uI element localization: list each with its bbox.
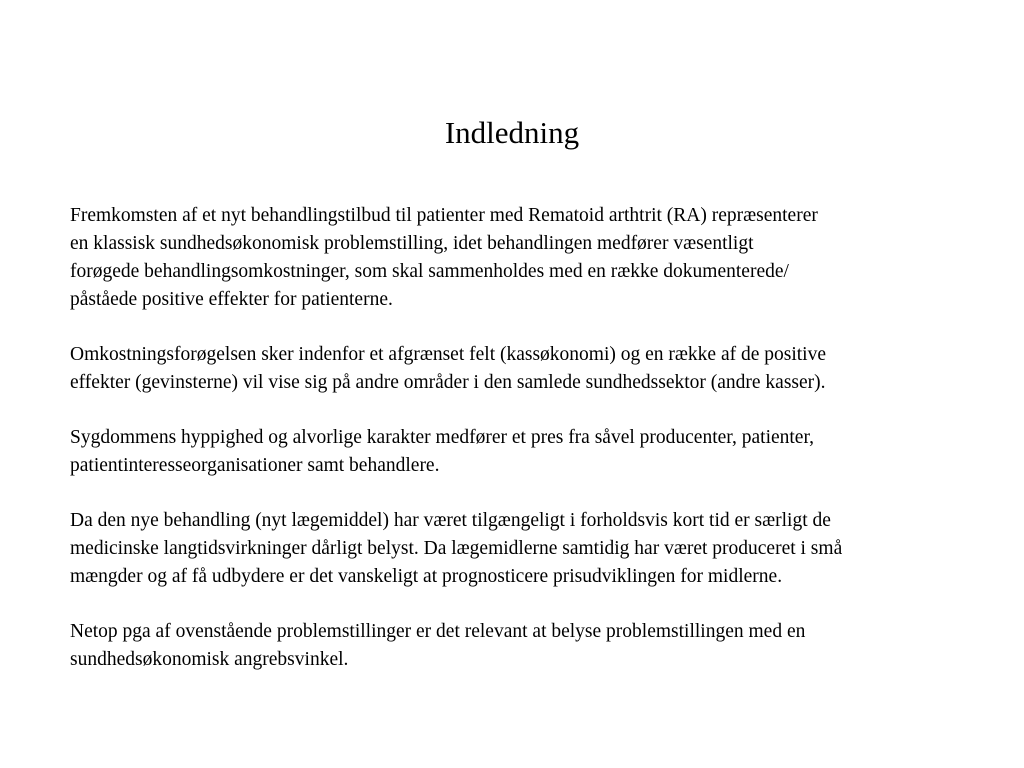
paragraph-line: en klassisk sundhedsøkonomisk problemstilling, idet behandlingen medfører væsentligt bbox=[70, 233, 754, 254]
slide-title: Indledning bbox=[444, 115, 580, 150]
paragraph-long-term-effects bbox=[70, 507, 1000, 591]
paragraph-cost-increase bbox=[70, 341, 1000, 397]
paragraph-line: medicinske langtidsvirkninger dårligt belyst. Da lægemidlerne samtidig har været produceret i små bbox=[70, 538, 843, 559]
paragraph-line: forøgede behandlingsomkostninger, som skal sammenholdes med en række dokumenterede/ bbox=[70, 261, 789, 282]
paragraph-line: effekter (gevinsterne) vil vise sig på andre områder i den samlede sundhedssektor (andre kasser). bbox=[70, 372, 826, 393]
paragraph-line: Netop pga af ovenstående problemstillinger er det relevant at belyse problemstillingen med en bbox=[70, 621, 806, 642]
paragraph-line: Sygdommens hyppighed og alvorlige karakter medfører et pres fra såvel producenter, patienter, bbox=[70, 427, 815, 448]
paragraph-disease-pressure bbox=[70, 424, 1000, 480]
paragraph-line: Da den nye behandling (nyt lægemiddel) har været tilgængeligt i forholdsvis kort tid er særligt de bbox=[70, 510, 831, 531]
paragraph-line: patientinteresseorganisationer samt behandlere. bbox=[70, 455, 440, 476]
paragraph-conclusion bbox=[70, 618, 1000, 674]
paragraph-line: Omkostningsforøgelsen sker indenfor et afgrænset felt (kassøkonomi) og en række af de positive bbox=[70, 344, 826, 365]
paragraph-line: mængder og af få udbydere er det vanskeligt at prognosticere prisudviklingen for midlerne. bbox=[70, 566, 783, 587]
paragraph-intro bbox=[70, 202, 1000, 314]
paragraph-line: sundhedsøkonomisk angrebsvinkel. bbox=[70, 649, 349, 670]
paragraph-line: påståede positive effekter for patienterne. bbox=[70, 289, 393, 310]
slide-body bbox=[70, 202, 1000, 701]
paragraph-line: Fremkomsten af et nyt behandlingstilbud til patienter med Rematoid arthtrit (RA) repræsenterer bbox=[70, 205, 818, 226]
